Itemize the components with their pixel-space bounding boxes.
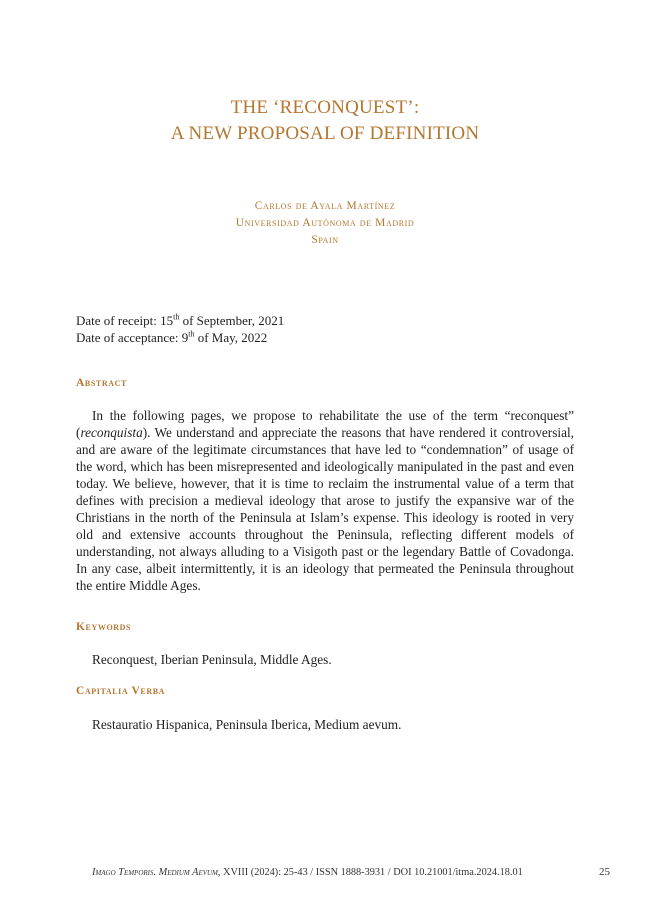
abstract-text-part-2: ). We understand and appreciate the reasons that have rendered it controversial, and are aware of the legitimate circumstances that have led to “condemnation” of usage of the word, which has been misrepresented and ideologically manipulated in the past and even today. We believe, however, that it is time to reclaim the instrumental value of a term that defines with precision a medieval ideology that arose to justify the expansive war of the Christians in the north of the Peninsula at Islam’s expense. This ideology is rooted in very old and extensive accounts throughout the Peninsula, reflecting different models of understanding, not always alluding to a Visigoth past or the legendary Battle of Covadonga. In any case, albeit intermittently, it is an ideology that permeated the Peninsula throughout the entire Middle Ages.: [76, 425, 574, 593]
footer-citation: [92, 867, 523, 878]
acceptance-prefix: Date of acceptance: 9: [76, 330, 189, 345]
keywords-text: Reconquest, Iberian Peninsula, Middle Ages.: [92, 652, 332, 667]
dates-block: [76, 312, 284, 346]
abstract-text: [76, 407, 574, 594]
abstract-text-part-1: In the following pages, we propose to rehabilitate the use of the term “reconquest” (: [76, 408, 574, 440]
receipt-suffix: of September, 2021: [179, 313, 285, 328]
page-footer: [92, 866, 610, 878]
author-country: Spain: [311, 234, 339, 246]
title-line-1: THE ‘RECONQUEST’:: [230, 97, 420, 118]
date-of-receipt: [76, 312, 284, 329]
page-number: 25: [599, 866, 610, 878]
abstract-italic-term: reconquista: [80, 425, 143, 440]
keywords-heading: Keywords: [76, 621, 132, 633]
capitalia-verba-heading: Capitalia Verba: [76, 685, 166, 697]
article-title: [0, 95, 650, 147]
author-name: Carlos de Ayala Martínez: [254, 200, 396, 212]
capitalia-verba-text: Restauratio Hispanica, Peninsula Iberica, Medium aevum.: [92, 717, 402, 732]
footer-journal-name: Imago Temporis. Medium Aevum: [92, 867, 218, 878]
receipt-ordinal: th: [173, 312, 180, 322]
acceptance-suffix: of May, 2022: [194, 330, 268, 345]
acceptance-ordinal: th: [188, 329, 195, 339]
receipt-prefix: Date of receipt: 15: [76, 313, 174, 328]
title-line-2: A NEW PROPOSAL OF DEFINITION: [170, 123, 480, 144]
date-of-acceptance: [76, 329, 284, 346]
footer-citation-details: , XVIII (2024): 25-43 / ISSN 1888-3931 / DOI 10.21001/itma.2024.18.01: [217, 867, 523, 878]
abstract-heading: Abstract: [76, 377, 127, 389]
author-affiliation: Universidad Autónoma de Madrid: [235, 217, 415, 229]
author-block: [0, 198, 650, 249]
